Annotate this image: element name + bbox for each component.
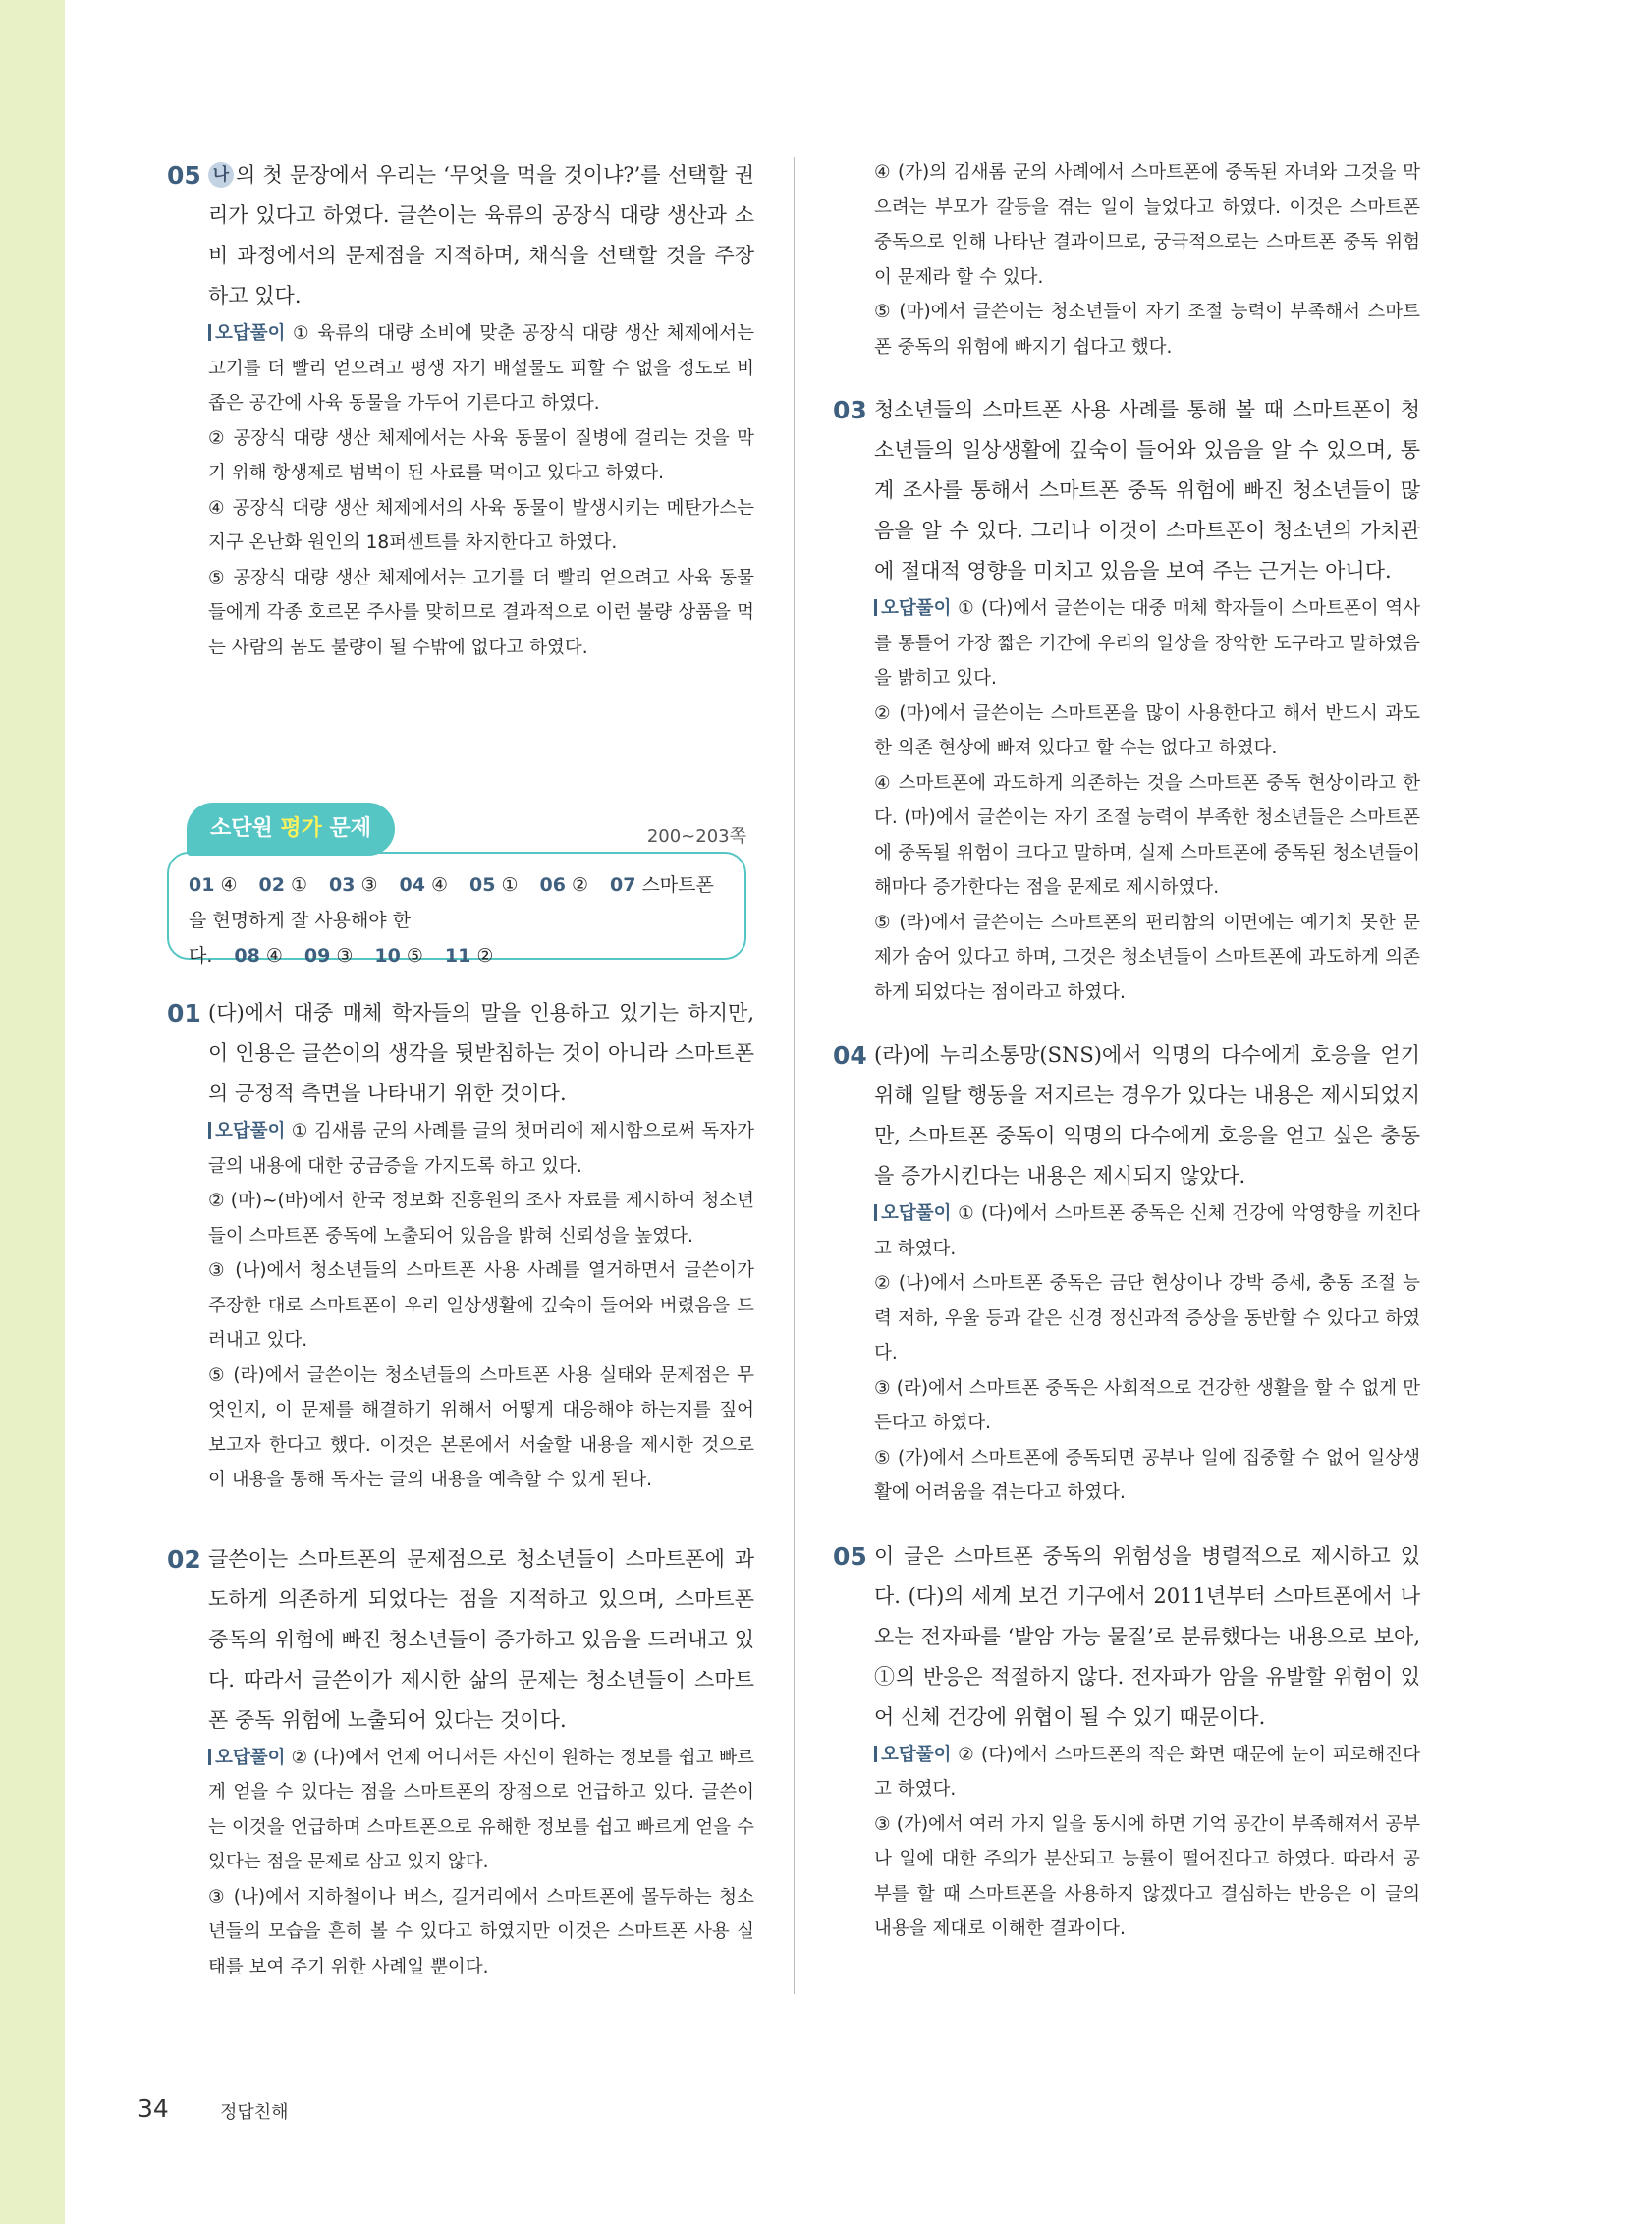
answer-statement: (라)에 누리소통망(SNS)에서 익명의 다수에게 호응을 얻기 위해 일탈 행동을 저지르는 경우가 있다는 내용은 제시되었지만, 스마트폰 중독이 익명의 다수에게 호응을 얻고 싶은 충동을 증가시킨다는 내용은 제시되지 않았다.	[874, 1043, 1420, 1188]
page-number: 34	[138, 2094, 169, 2123]
right-column	[833, 155, 1420, 1947]
wrong-answer-explanation: 오답풀이 ① 김새롬 군의 사례를 글의 첫머리에 제시함으로써 독자가 글의 내용에 대한 궁금증을 가지도록 하고 있다.	[208, 1121, 754, 1177]
left-column	[167, 155, 754, 1984]
wrong-answer-tag: 오답풀이	[874, 1203, 951, 1224]
explanation-item: ② 공장식 대량 생산 체제에서는 사육 동물이 질병에 걸리는 것을 막기 위해 항생제로 범벅이 된 사료를 먹이고 있다고 하였다.	[208, 427, 754, 483]
tag-bar	[874, 1204, 877, 1221]
question-number: 04	[833, 1041, 867, 1070]
wrong-answer-tag: 오답풀이	[208, 1121, 285, 1141]
answer-item: 02 ①	[258, 874, 307, 896]
question-number: 05	[167, 161, 201, 190]
section-page-range: 200~203쪽	[646, 826, 746, 847]
answer-statement: 이 글은 스마트폰 중독의 위험성을 병렬적으로 제시하고 있다. (다)의 세계 보건 기구에서 2011년부터 스마트폰에서 나오는 전자파를 ‘발암 가능 물질’로 분류했다는 내용으로 보아, ①의 반응은 적절하지 않다. 전자파가 암을 유발할 위험이 있어 신체 건강에 위협이 될 수 있기 때문이다.	[874, 1543, 1420, 1729]
wrong-answer-explanation: 오답풀이 ① 육류의 대량 소비에 맞춘 공장식 대량 생산 체제에서는 고기를 더 빨리 얻으려고 평생 자기 배설물도 피할 수 없을 정도로 비좁은 공간에 사육 동물을 가두어 기른다고 하였다.	[208, 323, 754, 414]
explanation-item: ② (마)에서 글쓴이는 스마트폰을 많이 사용한다고 해서 반드시 과도한 의존 현상에 빠져 있다고 할 수는 없다고 하였다.	[874, 702, 1420, 758]
wrong-answer-explanation: 오답풀이 ② (다)에서 언제 어디서든 자신이 원하는 정보를 쉽고 빠르게 얻을 수 있다는 점을 스마트폰의 장점으로 언급하고 있다. 글쓴이는 이것을 언급하며 스마트폰으로 유해한 정보를 쉽고 빠르게 얻을 수 있다는 점을 문제로 삼고 있지 않다.	[208, 1747, 754, 1872]
explanation-item: ⑤ (라)에서 글쓴이는 청소년들의 스마트폰 사용 실태와 문제점은 무엇인지, 이 문제를 해결하기 위해서 어떻게 대응해야 하는지를 짚어 보고자 한다고 했다. 이것은 본론에서 서술할 내용을 제시한 것으로 이 내용을 통해 독자는 글의 내용을 예측할 수 있게 된다.	[208, 1364, 754, 1490]
explanation-item: ④ 공장식 대량 생산 체제에서의 사육 동물이 발생시키는 메탄가스는 지구 온난화 원인의 18퍼센트를 차지한다고 하였다.	[208, 497, 754, 553]
answer-statement: 나 의 첫 문장에서 우리는 ‘무엇을 먹을 것이냐?’를 선택할 권리가 있다고 하였다. 글쓴이는 육류의 공장식 대량 생산과 소비 과정에서의 문제점을 지적하며, 채식을 선택할 것을 주장하고 있다.	[208, 163, 754, 307]
answer-item: 09 ③	[303, 945, 354, 967]
question-number: 01	[167, 999, 201, 1028]
answer-statement: 청소년들의 스마트폰 사용 사례를 통해 볼 때 스마트폰이 청소년들의 일상생활에 깊숙이 들어와 있음을 알 수 있으며, 통계 조사를 통해서 스마트폰 중독 위험에 빠진 청소년들이 많음을 알 수 있다. 그러나 이것이 스마트폰이 청소년의 가치관에 절대적 영향을 미치고 있음을 보여 주는 근거는 아니다.	[874, 398, 1420, 583]
explanation-item: ③ (가)에서 여러 가지 일을 동시에 하면 기억 공간이 부족해져서 공부나 일에 대한 주의가 분산되고 능률이 떨어진다고 하였다. 따라서 공부를 할 때 스마트폰을 사용하지 않겠다고 결심하는 반응은 이 글의 내용을 제대로 이해한 결과이다.	[874, 1813, 1420, 1939]
side-color-band	[0, 0, 65, 2224]
explanation-item: ② (나)에서 스마트폰 중독은 금단 현상이나 강박 증세, 충동 조절 능력 저하, 우울 등과 같은 신경 정신과적 증상을 동반할 수 있다고 하였다.	[874, 1273, 1420, 1363]
explanation-item: ⑤ 공장식 대량 생산 체제에서는 고기를 더 빨리 얻으려고 사육 동물들에게 각종 호르몬 주사를 맞히므로 결과적으로 이런 불량 상품을 먹는 사람의 몸도 불량이 될 수밖에 없다고 하였다.	[208, 567, 754, 658]
wrong-answer-explanation: 오답풀이 ② (다)에서 스마트폰의 작은 화면 때문에 눈이 피로해진다고 하였다.	[874, 1744, 1420, 1800]
answer-key-box	[167, 852, 746, 967]
tag-bar	[874, 1746, 877, 1762]
answer-item: 04 ④	[399, 874, 448, 896]
question-04-explanation	[833, 1035, 1420, 1511]
answer-item: 10 ⑤	[374, 945, 423, 967]
question-number: 02	[167, 1544, 201, 1574]
section-answer-summary	[167, 803, 754, 970]
explanation-item: ④ 스마트폰에 과도하게 의존하는 것을 스마트폰 중독 현상이라고 한다. (마)에서 글쓴이는 자기 조절 능력이 부족한 청소년들은 스마트폰에 중독될 위험이 크다고 말하며, 실제 스마트폰에 중독된 청소년들이 해마다 증가한다는 점을 문제로 제시하였다.	[874, 772, 1420, 898]
answer-item: 05 ①	[469, 874, 519, 896]
answer-item: 07 스마트폰을 현명하게 잘 사용해야 한다.	[189, 874, 714, 967]
question-02-explanation	[167, 1539, 754, 1985]
wrong-answer-tag: 오답풀이	[208, 1748, 285, 1768]
column-divider	[794, 157, 795, 1994]
tag-bar	[208, 1122, 211, 1139]
wrong-answer-explanation: 오답풀이 ① (다)에서 글쓴이는 대중 매체 학자들이 스마트폰이 역사를 통틀어 가장 짧은 기간에 우리의 일상을 장악한 도구라고 말하였음을 밝히고 있다.	[874, 598, 1420, 689]
answer-item: 03 ③	[329, 874, 378, 896]
question-01-explanation	[167, 993, 754, 1498]
explanation-item: ② (마)~(바)에서 한국 정보화 진흥원의 조사 자료를 제시하여 청소년들이 스마트폰 중독에 노출되어 있음을 밝혀 신뢰성을 높였다.	[208, 1191, 754, 1247]
book-title: 정답친해	[220, 2102, 289, 2123]
question-02-continued	[833, 155, 1420, 364]
explanation-item: ③ (나)에서 지하철이나 버스, 길거리에서 스마트폰에 몰두하는 청소년들의 모습을 흔히 볼 수 있다고 하였지만 이것은 스마트폰 사용 실태를 보여 주기 위한 사례일 뿐이다.	[208, 1886, 754, 1977]
explanation-item: ④ (가)의 김새롬 군의 사례에서 스마트폰에 중독된 자녀와 그것을 막으려는 부모가 갈등을 겪는 일이 늘었다고 하였다. 이것은 스마트폰 중독으로 인해 나타난 결과이므로, 궁극적으로는 스마트폰 중독 위험이 문제라 할 수 있다.	[874, 162, 1420, 288]
tag-bar	[208, 324, 211, 341]
wrong-answer-explanation: 오답풀이 ① (다)에서 스마트폰 중독은 신체 건강에 악영향을 끼친다고 하였다.	[874, 1203, 1420, 1259]
answer-statement: (다)에서 대중 매체 학자들의 말을 인용하고 있기는 하지만, 이 인용은 글쓴이의 생각을 뒷받침하는 것이 아니라 스마트폰의 긍정적 측면을 나타내기 위한 것이다.	[208, 1001, 754, 1105]
answer-item: 06 ②	[539, 874, 588, 896]
explanation-item: ③ (나)에서 청소년들의 스마트폰 사용 사례를 열거하면서 글쓴이가 주장한 대로 스마트폰이 우리 일상생활에 깊숙이 들어와 버렸음을 드러내고 있다.	[208, 1260, 754, 1351]
section-title: 소단원 평가 문제	[187, 803, 395, 856]
wrong-answer-tag: 오답풀이	[208, 323, 285, 344]
question-03-explanation	[833, 390, 1420, 1010]
question-05-explanation-right	[833, 1536, 1420, 1947]
passage-badge: 나	[208, 162, 234, 188]
answer-item: 01 ④	[189, 874, 238, 896]
tag-bar	[208, 1749, 211, 1765]
explanation-item: ⑤ (가)에서 스마트폰에 중독되면 공부나 일에 집중할 수 없어 일상생활에 어려움을 겪는다고 하였다.	[874, 1447, 1420, 1503]
wrong-answer-tag: 오답풀이	[874, 1745, 951, 1765]
answer-item: 08 ④	[234, 945, 283, 967]
explanation-item: ⑤ (라)에서 글쓴이는 스마트폰의 편리함의 이면에는 예기치 못한 문제가 숨어 있다고 하며, 그것은 청소년들이 스마트폰에 과도하게 의존하게 되었다는 점이라고 하였다.	[874, 912, 1420, 1003]
question-number: 03	[833, 396, 867, 424]
answer-item: 11 ②	[444, 945, 494, 967]
tag-bar	[874, 599, 877, 616]
question-number: 05	[833, 1541, 867, 1571]
question-05-explanation	[167, 155, 754, 665]
answer-statement: 글쓴이는 스마트폰의 문제점으로 청소년들이 스마트폰에 과도하게 의존하게 되었다는 점을 지적하고 있으며, 스마트폰 중독의 위험에 빠진 청소년들이 증가하고 있음을 드러내고 있다. 따라서 글쓴이가 제시한 삶의 문제는 청소년들이 스마트폰 중독 위험에 노출되어 있다는 것이다.	[208, 1546, 754, 1732]
explanation-item: ⑤ (마)에서 글쓴이는 청소년들이 자기 조절 능력이 부족해서 스마트폰 중독의 위험에 빠지기 쉽다고 했다.	[874, 302, 1420, 358]
explanation-item: ③ (라)에서 스마트폰 중독은 사회적으로 건강한 생활을 할 수 없게 만든다고 하였다.	[874, 1377, 1420, 1433]
wrong-answer-tag: 오답풀이	[874, 598, 951, 619]
